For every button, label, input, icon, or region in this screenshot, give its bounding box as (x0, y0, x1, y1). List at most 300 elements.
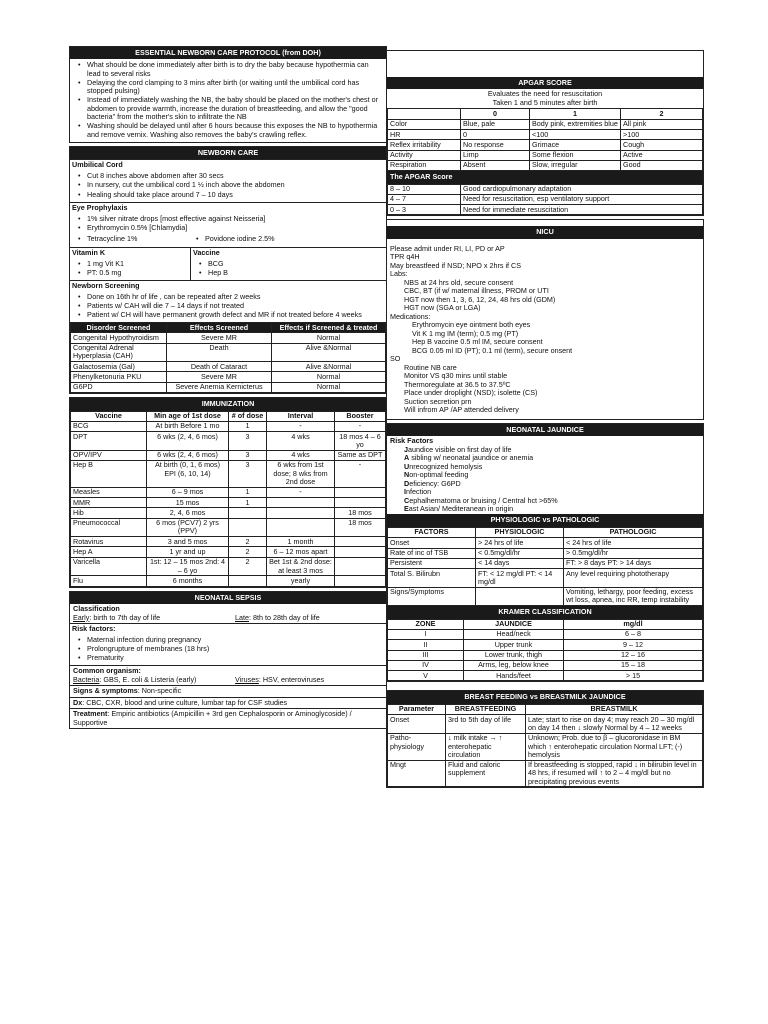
physio-title: PHYSIOLOGIC vs PATHOLOGIC (387, 514, 703, 526)
screening-table (70, 322, 386, 393)
right-column (386, 50, 704, 791)
table-cell: 1st: 12 – 15 mos 2nd: 4 – 6 yo (147, 557, 229, 576)
table-cell: <100 (530, 130, 621, 140)
screening-row (71, 333, 386, 343)
table-cell: yearly (267, 576, 335, 586)
eye-item: • Erythromycin 0.5% [Chlamydia] (76, 224, 382, 232)
table-cell (267, 508, 335, 518)
table-cell: No response (461, 140, 530, 150)
table-cell: Galactosemia (Gal) (71, 362, 167, 372)
table-cell: 1 month (267, 537, 335, 547)
table-cell: 1 (229, 498, 267, 508)
table-cell: 3 and 5 mos (147, 537, 229, 547)
table-cell: Same as DPT (335, 450, 386, 460)
table-cell: I (388, 629, 464, 639)
table-cell: Normal (272, 382, 386, 392)
table-cell: Need for resuscitation, esp ventilatory support (461, 194, 703, 204)
dx-label: Dx (73, 697, 83, 707)
table-cell: Signs/Symptoms (388, 587, 476, 606)
umbilical-list (70, 171, 386, 202)
table-cell (229, 518, 267, 537)
table-cell: 6 wks (2, 4, 6 mos) (147, 432, 229, 451)
viruses-label: Viruses (235, 674, 259, 684)
apgar-row (388, 140, 703, 150)
table-cell: Color (388, 119, 461, 129)
breast-table (387, 704, 703, 788)
table-cell: Some flexion (530, 150, 621, 160)
kramer-row (388, 650, 703, 660)
jaundice-risks (387, 436, 703, 514)
column-header: Effects Screened (167, 323, 272, 333)
screening-row (71, 372, 386, 382)
column-header: mg/dl (564, 619, 703, 629)
protocol-item: • What should be done immediately after birth is to dry the baby because hypothermia can lead to several risks (76, 61, 382, 78)
table-header-row (388, 527, 703, 537)
table-cell: > 0.5mg/dl/hr (564, 548, 703, 558)
jaundice-risk-item (390, 480, 700, 488)
table-cell: 8 – 10 (388, 184, 461, 194)
jaundice-risk-initial: A (404, 453, 410, 463)
table-cell: Death (167, 343, 272, 362)
table-cell: 6 – 12 mos apart (267, 547, 335, 557)
table-cell: 15 – 18 (564, 660, 703, 670)
physio-row (388, 569, 703, 588)
table-cell: OPV/IPV (71, 450, 147, 460)
sepsis-signs (70, 685, 386, 696)
table-cell: Reflex irritability (388, 140, 461, 150)
sepsis-dx (70, 697, 386, 708)
table-cell: Hib (71, 508, 147, 518)
immunization-row (71, 421, 386, 431)
table-cell: MMR (71, 498, 147, 508)
table-cell: Severe MR (167, 372, 272, 382)
table-header-row (388, 109, 703, 119)
jaundice-risk-text: sibling w/ neonatal jaundice or anemia (409, 453, 534, 463)
apgar-row (388, 150, 703, 160)
column-header: FACTORS (388, 527, 476, 537)
physio-table (387, 527, 703, 606)
column-header: Parameter (388, 704, 446, 714)
column-header (388, 109, 461, 119)
column-header: PHYSIOLOGIC (476, 527, 564, 537)
apgar-score-label: The APGAR Score (387, 171, 703, 183)
table-cell: > 15 (564, 671, 703, 681)
table-cell: Flu (71, 576, 147, 586)
jaundice-risk-initial: C (404, 495, 410, 505)
table-cell: - (335, 421, 386, 431)
dx-text: : CBC, CXR, blood and urine culture, lumbar tap for CSF studies (82, 697, 288, 707)
screening-row (71, 343, 386, 362)
table-cell: Rate of inc of TSB (388, 548, 476, 558)
vaccine-label: Vaccine (193, 247, 220, 257)
table-cell: At birth Before 1 mo (147, 421, 229, 431)
breast-row (388, 760, 703, 787)
umbilical-item: • In nursery, cut the umbilical cord 1 ½ inch above the abdomen (76, 181, 382, 189)
sepsis-risk-item: • Prematurity (76, 654, 382, 662)
table-cell: 3rd to 5th day of life (446, 715, 526, 734)
table-cell: FT: > 8 days PT: > 14 days (564, 558, 703, 568)
apgar-desc2: Taken 1 and 5 minutes after birth (492, 97, 598, 107)
nicu-line: Hep B vaccine 0.5 ml IM, secure consent (412, 337, 543, 347)
table-cell: 9 – 12 (564, 640, 703, 650)
table-cell: Body pink, extremities blue (530, 119, 621, 129)
table-cell: ↓ milk intake → ↑ enterohepatic circulation (446, 733, 526, 760)
vitk-vaccine-row (70, 247, 386, 280)
nicu-line: HGT now then 1, 3, 6, 12, 24, 48 hrs old (GDM) (404, 294, 556, 304)
table-cell: 0 – 3 (388, 205, 461, 215)
immunization-row (71, 487, 386, 497)
table-cell (335, 498, 386, 508)
screening-list (70, 291, 386, 322)
nicu-line: Erythromycin eye ointment both eyes (412, 320, 531, 330)
sepsis-risk-list (70, 635, 386, 666)
early-label: Early (73, 612, 90, 622)
table-cell: All pink (621, 119, 703, 129)
table-cell: 6 months (147, 576, 229, 586)
apgar-row (388, 119, 703, 129)
table-cell: Good (621, 160, 703, 170)
table-cell: Activity (388, 150, 461, 160)
signs-label: Signs & symptoms (73, 686, 138, 696)
vaccine-item: • Hep B (197, 269, 382, 277)
table-cell: Onset (388, 538, 476, 548)
table-cell: Unknown; Prob. due to β – glucoronidase in BM which ↑ enterohepatic circulation Normal LFT; (-) hemolysis (526, 733, 703, 760)
nicu-line: BCG 0.05 ml ID (PT); 0.1 ml (term), secure onsent (412, 345, 573, 355)
table-cell (267, 498, 335, 508)
table-cell: Mngt (388, 760, 446, 787)
apgar-row (388, 160, 703, 170)
physio-row (388, 587, 703, 606)
sepsis-section (69, 591, 387, 730)
jaundice-risk-item (390, 505, 700, 513)
apgar-title: APGAR SCORE (387, 77, 703, 89)
screening-item: • Done on 16th hr of life , can be repeated after 2 weeks (76, 293, 382, 301)
breast-section (386, 690, 704, 788)
table-cell: Death of Cataract (167, 362, 272, 372)
table-cell: 18 mos (335, 508, 386, 518)
vitk-list (70, 258, 190, 280)
tetracycline-item: • Tetracycline 1% (76, 235, 194, 243)
newborn-care-title: NEWBORN CARE (70, 147, 386, 159)
table-cell: - (335, 460, 386, 487)
kramer-table (387, 619, 703, 682)
physio-row (388, 538, 703, 548)
povidone-item: • Povidone iodine 2.5% (194, 235, 275, 243)
table-header-row (388, 619, 703, 629)
immunization-row (71, 518, 386, 537)
table-cell: Pneumococcal (71, 518, 147, 537)
tx-text: : Empiric antibiotics (Ampicillin + 3rd gen Cephalosporin or Aminoglycoside) / Supportive (73, 709, 352, 727)
table-cell: Any level requiring phototherapy (564, 569, 703, 588)
table-cell: Late; start to rise on day 4; may reach 20 – 30 mg/dl on day 14 then ↓ slowly Normal by 4 – 12 weeks (526, 715, 703, 734)
table-cell (335, 487, 386, 497)
table-cell: 15 mos (147, 498, 229, 508)
nicu-line: Thermoregulate at 36.5 to 37.5ºC (404, 379, 511, 389)
table-cell: Onset (388, 715, 446, 734)
table-cell: Varicella (71, 557, 147, 576)
late-label: Late (235, 612, 249, 622)
table-cell: 1 yr and up (147, 547, 229, 557)
nicu-line: Medications: (390, 311, 431, 321)
apgar-section (386, 50, 704, 216)
table-cell: < 24 hrs of life (564, 538, 703, 548)
table-cell: Severe MR (167, 333, 272, 343)
table-cell: Slow, irregular (530, 160, 621, 170)
table-cell: Good cardiopulmonary adaptation (461, 184, 703, 194)
jaundice-risk-text: nrecognized hemolysis (409, 461, 483, 471)
vaccine-block (190, 248, 386, 280)
nicu-line: TPR q4H (390, 252, 420, 262)
apgar-score-table (387, 184, 703, 216)
sepsis-treatment (70, 708, 386, 728)
left-column (69, 46, 387, 732)
table-cell: 3 (229, 460, 267, 487)
table-cell: < 14 days (476, 558, 564, 568)
table-cell: Patho-physiology (388, 733, 446, 760)
table-cell (267, 518, 335, 537)
column-header: Min age of 1st dose (147, 411, 229, 421)
table-cell: 4 wks (267, 432, 335, 451)
column-header: 1 (530, 109, 621, 119)
screening-row (71, 362, 386, 372)
jaundice-title: NEONATAL JAUNDICE (387, 424, 703, 436)
column-header: Effects if Screened & treated (272, 323, 386, 333)
table-cell: 6 wks (2, 4, 6 mos) (147, 450, 229, 460)
table-cell: If breastfeeding is stopped, rapid ↓ in bilirubin level in 48 hrs, if resumed will ↑ to 2 – 4 mg/dl but no precipitating previous events (526, 760, 703, 787)
jaundice-risk-text: on-optimal feeding (409, 470, 469, 480)
jaundice-risk-text: eficiency: G6PD (409, 478, 461, 488)
table-cell (335, 537, 386, 547)
jaundice-risk-initial: N (404, 470, 410, 480)
apgar-desc1: Evaluates the need for resuscitation (487, 89, 603, 99)
vaccine-list (191, 258, 386, 280)
column-header: Interval (267, 411, 335, 421)
table-cell: 18 mos (335, 518, 386, 537)
umbilical-label: Umbilical Cord (70, 159, 386, 170)
table-cell: Congenital Hypothyroidism (71, 333, 167, 343)
table-cell: V (388, 671, 464, 681)
column-header: Disorder Screened (71, 323, 167, 333)
jaundice-risk-initial: J (404, 444, 408, 454)
nicu-line: NBS at 24 hrs old, secure consent (404, 277, 514, 287)
physio-row (388, 548, 703, 558)
tx-label: Treatment (73, 709, 108, 719)
table-cell: 1 (229, 421, 267, 431)
column-header: 2 (621, 109, 703, 119)
eye-list (70, 213, 386, 235)
organism-label: Common organism: (73, 666, 141, 676)
column-header: BREASTMILK (526, 704, 703, 714)
eye-item: • 1% silver nitrate drops [most effective against Neisseria] (76, 215, 382, 223)
immunization-row (71, 450, 386, 460)
vaccine-item: • BCG (197, 260, 382, 268)
table-cell: Limp (461, 150, 530, 160)
table-cell: Hands/feet (464, 671, 564, 681)
nicu-line: Suction secretion prn (404, 396, 472, 406)
early-text: : birth to 7th day of life (89, 612, 161, 622)
jaundice-risk-text: aundice visible on first day of life (408, 444, 512, 454)
sepsis-classification (70, 604, 386, 623)
table-header-row (71, 411, 386, 421)
immunization-table (70, 411, 386, 587)
jaundice-risk-text: ephalhematoma or bruising / Central hct >65% (409, 495, 558, 505)
nicu-line: Labs: (390, 269, 408, 279)
sepsis-title: NEONATAL SEPSIS (70, 592, 386, 604)
protocol-list (70, 59, 386, 141)
apgar-table (387, 108, 703, 171)
jaundice-risk-initial: E (404, 504, 409, 513)
screening-item: • Patients w/ CAH will die 7 – 14 days if not treated (76, 302, 382, 310)
table-cell: Grimace (530, 140, 621, 150)
nicu-line: HGT now (SGA or LGA) (404, 303, 481, 313)
table-cell: FT: < 12 mg/dl PT: < 14 mg/dl (476, 569, 564, 588)
immunization-row (71, 498, 386, 508)
immunization-section (69, 397, 387, 588)
table-cell: 6 mos (PCV7) 2 yrs (PPV) (147, 518, 229, 537)
column-header: PATHOLOGIC (564, 527, 703, 537)
table-cell: 4 – 7 (388, 194, 461, 204)
table-cell: 6 wks from 1st dose; 8 wks from 2nd dose (267, 460, 335, 487)
table-cell: DPT (71, 432, 147, 451)
jaundice-risk-label: Risk Factors (390, 436, 434, 446)
table-cell: Normal (272, 333, 386, 343)
column-header: 0 (461, 109, 530, 119)
screening-row (71, 382, 386, 392)
table-cell: Alive &Normal (272, 362, 386, 372)
table-cell: Upper trunk (464, 640, 564, 650)
table-cell (476, 587, 564, 606)
breast-title: BREAST FEEDING vs BREASTMILK JAUNDICE (387, 691, 703, 703)
table-cell (229, 576, 267, 586)
table-cell: III (388, 650, 464, 660)
kramer-row (388, 671, 703, 681)
sepsis-organism (70, 665, 386, 685)
nicu-line: Monitor VS q30 mins until stable (404, 371, 508, 381)
umbilical-item: • Cut 8 inches above abdomen after 30 secs (76, 172, 382, 180)
table-header-row (388, 704, 703, 714)
table-cell: Bet 1st & 2nd dose: at least 3 mos (267, 557, 335, 576)
protocol-section (69, 46, 387, 143)
risk-label: Risk factors: (70, 623, 386, 634)
table-cell: 0 (461, 130, 530, 140)
nicu-line: Place under droplight (NSD); isolette (CS) (404, 388, 538, 398)
newborn-care-section (69, 146, 387, 394)
physio-row (388, 558, 703, 568)
table-cell: 2, 4, 6 mos (147, 508, 229, 518)
table-cell: HR (388, 130, 461, 140)
nicu-line: Vit K 1 mg IM (term); 0.5 mg (PT) (412, 328, 519, 338)
jaundice-section (386, 423, 704, 683)
nicu-line: CBC, BT (if w/ maternal illness, PROM or UTI (404, 286, 549, 296)
vitk-label: Vitamin K (72, 247, 106, 257)
table-cell: Vomiting, lethargy, poor feeding, excess wt loss, apnea, inc RR, temp instability (564, 587, 703, 606)
table-cell: Head/neck (464, 629, 564, 639)
eye-label: Eye Prophylaxis (70, 202, 386, 213)
table-cell: Rotavirus (71, 537, 147, 547)
table-cell: Congenital Adrenal Hyperplasia (CAH) (71, 343, 167, 362)
protocol-title: ESSENTIAL NEWBORN CARE PROTOCOL (from DOH) (70, 47, 386, 59)
table-cell: G6PD (71, 382, 167, 392)
sepsis-risk-item: • Prolongrupture of membranes (18 hrs) (76, 645, 382, 653)
table-cell: - (267, 487, 335, 497)
table-cell: 6 – 9 mos (147, 487, 229, 497)
jaundice-risk-text: nfection (406, 487, 432, 497)
apgar-score-row (388, 184, 703, 194)
table-cell: >100 (621, 130, 703, 140)
column-header: BREASTFEEDING (446, 704, 526, 714)
table-cell: Hep B (71, 460, 147, 487)
nicu-orders (387, 239, 703, 419)
table-cell: Lower trunk, thigh (464, 650, 564, 660)
table-cell: Active (621, 150, 703, 160)
bacteria-label: Bacteria (73, 674, 100, 684)
table-cell (335, 557, 386, 576)
protocol-item: • Delaying the cord clamping to 3 mins after birth (or waiting until the umbilical cord has stopped pulsing) (76, 79, 382, 96)
table-cell: Hep A (71, 547, 147, 557)
table-header-row (71, 323, 386, 333)
kramer-row (388, 640, 703, 650)
breast-row (388, 733, 703, 760)
nicu-section (386, 219, 704, 419)
table-cell: 4 wks (267, 450, 335, 460)
immunization-row (71, 547, 386, 557)
signs-text: : Non-specific (137, 686, 182, 696)
apgar-score-row (388, 194, 703, 204)
table-cell: 2 (229, 557, 267, 576)
table-cell: 18 mos 4 – 6 yo (335, 432, 386, 451)
late-text: : 8th to 28th day of life (249, 612, 320, 622)
viruses-text: : HSV, enteroviruses (258, 674, 325, 684)
vitk-block (70, 248, 190, 280)
immunization-title: IMMUNIZATION (70, 398, 386, 410)
table-cell: Phenylketonuria PKU (71, 372, 167, 382)
jaundice-risk-text: ast Asian/ Mediteranean in origin (408, 504, 514, 513)
table-cell (335, 576, 386, 586)
table-cell: Fluid and caloric supplement (446, 760, 526, 787)
table-cell: Blue, pale (461, 119, 530, 129)
vitk-item: • 1 mg Vit K1 (76, 260, 186, 268)
column-header: # of dose (229, 411, 267, 421)
table-cell: 12 – 16 (564, 650, 703, 660)
kramer-title: KRAMER CLASSIFICATION (387, 606, 703, 618)
protocol-item: • Instead of immediately washing the NB, the baby should be placed on the mother's chest or abdomen to provide warmth, increase the duration of breastfeeding, and allow the "good bacteria" from the mother's skin to infiltrate the NB (76, 96, 382, 121)
table-cell: 6 – 8 (564, 629, 703, 639)
kramer-row (388, 660, 703, 670)
table-cell: Absent (461, 160, 530, 170)
table-cell: BCG (71, 421, 147, 431)
apgar-score-row (388, 205, 703, 215)
table-cell: 2 (229, 547, 267, 557)
protocol-item: • Washing should be delayed until after 6 hours because this exposes the NB to hypothermia and remove vernix. Washing also removes the baby's crawling reflex. (76, 122, 382, 139)
table-cell: 1 (229, 487, 267, 497)
table-cell: Need for immediate resuscitation (461, 205, 703, 215)
table-cell (335, 547, 386, 557)
column-header: Vaccine (71, 411, 147, 421)
nicu-title: NICU (387, 226, 703, 238)
nicu-line: May breastfeed if NSD; NPO x 2hrs if CS (390, 260, 522, 270)
nicu-line: Routine NB care (404, 362, 457, 372)
table-cell: 3 (229, 432, 267, 451)
jaundice-risk-initial: D (404, 478, 410, 488)
table-cell: Cough (621, 140, 703, 150)
immunization-row (71, 508, 386, 518)
immunization-row (71, 576, 386, 586)
screening-item: • Patient w/ CH will have permanent growth defect and MR if not treated before 4 weeks (76, 311, 382, 319)
column-header: ZONE (388, 619, 464, 629)
immunization-row (71, 460, 386, 487)
jaundice-risk-list (390, 446, 700, 514)
column-header: JAUNDICE (464, 619, 564, 629)
